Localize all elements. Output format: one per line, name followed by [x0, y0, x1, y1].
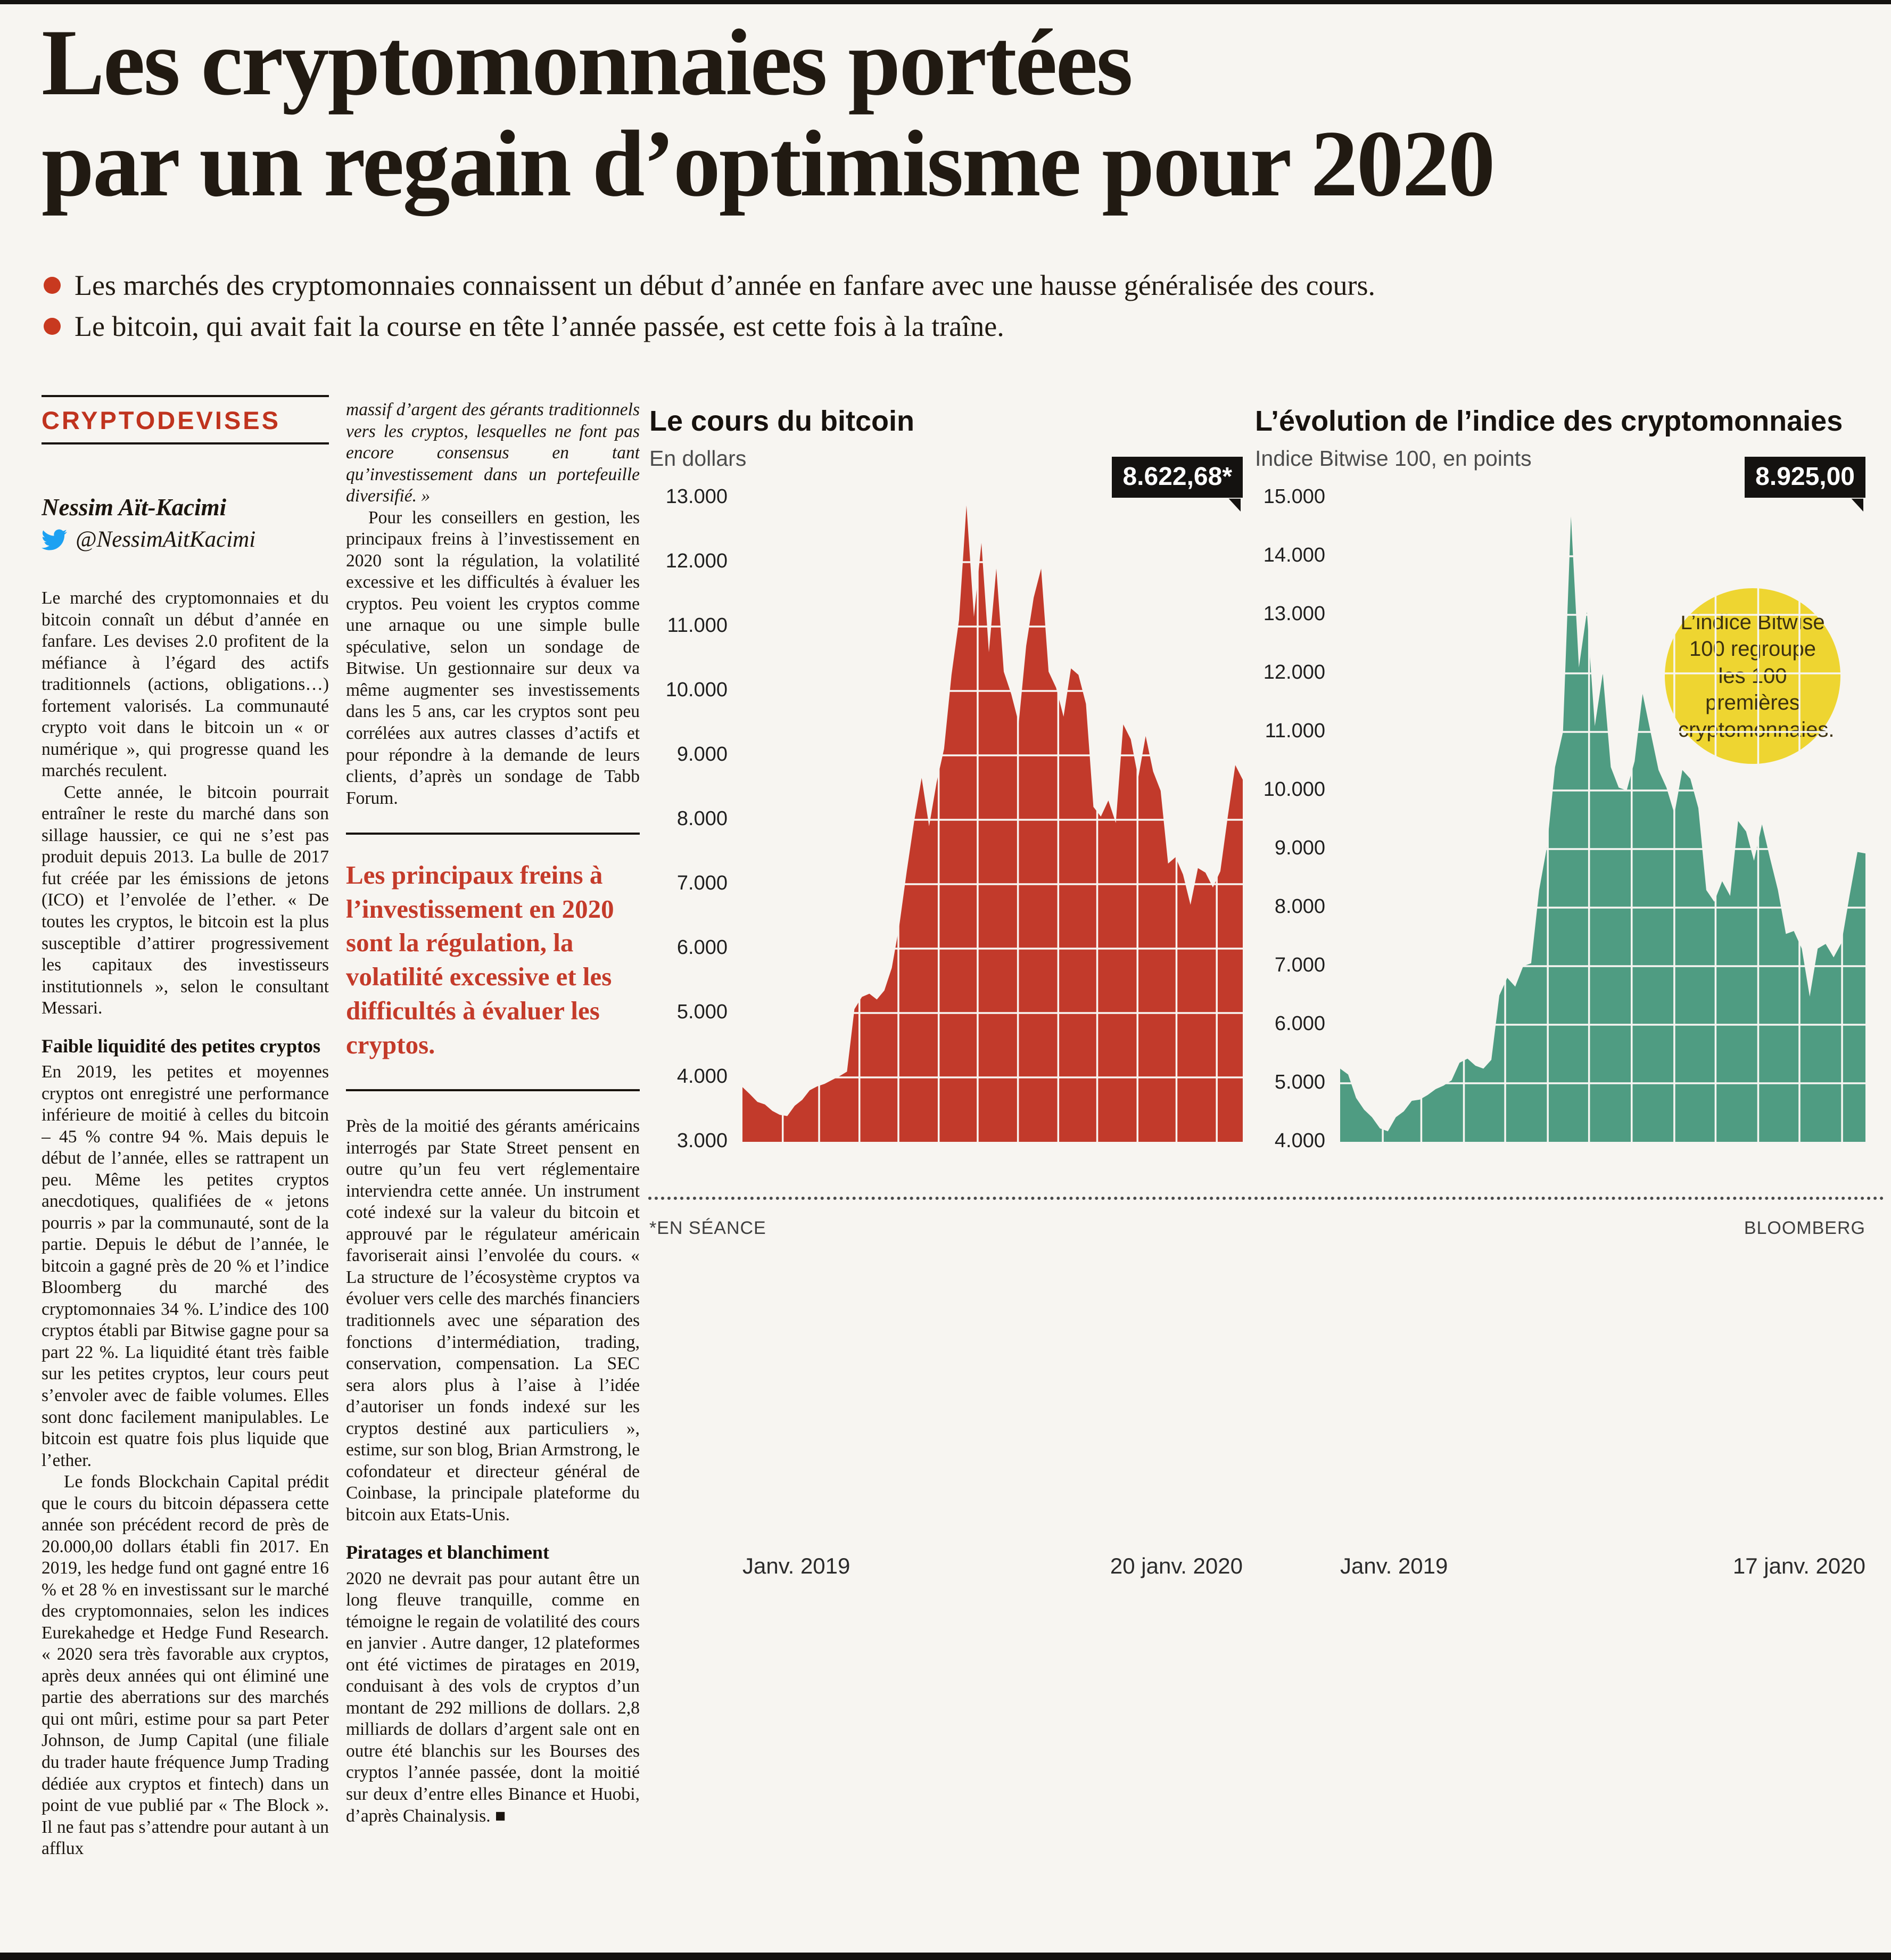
y-tick-label: 4.000 — [676, 1065, 728, 1088]
charts-footer-divider — [648, 1197, 1884, 1200]
x-axis-start-label: Janv. 2019 — [1340, 1553, 1448, 1578]
y-tick-label: 12.000 — [665, 550, 728, 572]
standfirst-bullets — [44, 265, 1869, 347]
bullet-dot-icon — [44, 318, 61, 335]
page-bottom-border — [0, 1953, 1891, 1960]
chart-bitcoin-last-value-badge: 8.622,68* — [1112, 457, 1243, 498]
headline-line-1: Les cryptomonnaies portées — [42, 10, 1132, 115]
bullet-dot-icon — [44, 277, 61, 294]
x-axis-start-label: Janv. 2019 — [742, 1553, 850, 1578]
y-tick-label: 11.000 — [667, 614, 728, 637]
y-tick-label: 7.000 — [1274, 954, 1325, 976]
area-chart-svg — [1340, 498, 1865, 1142]
y-tick-label: 15.000 — [1263, 485, 1325, 508]
column-1-body — [42, 588, 329, 1860]
body-paragraph: Cette année, le bitcoin pourrait entraîner le reste du marché dans son sillage haussier, ce qui ne s’est pas produit depuis 2013. La bulle de 2017 fut créée par les émissions de jetons (ICO) et l’envolée de l’ether. « De toutes les cryptos, le bitcoin est la plus susceptible d’attirer progressivement les capitaux des investisseurs institutionnels », selon le consultant Messari. — [42, 782, 329, 1018]
y-tick-label: 13.000 — [665, 485, 728, 508]
twitter-bird-icon — [42, 527, 67, 553]
y-tick-label: 10.000 — [665, 679, 728, 701]
y-tick-label: 6.000 — [676, 936, 728, 959]
y-tick-label: 14.000 — [1263, 544, 1325, 566]
section-subhead: Piratages et blanchiment — [346, 1542, 549, 1563]
y-tick-label: 13.000 — [1263, 603, 1325, 625]
headline — [42, 12, 1867, 215]
y-tick-label: 4.000 — [1274, 1130, 1325, 1152]
standfirst-bullet-text: Le bitcoin, qui avait fait la course en tête l’année passée, est cette fois à la traîne. — [75, 310, 1004, 342]
chart-bitwise-subtitle: Indice Bitwise 100, en points — [1255, 446, 1532, 471]
standfirst-bullet — [44, 306, 1869, 347]
chart-bitcoin — [649, 405, 1243, 1578]
chart-bitcoin-x-axis — [742, 1553, 1243, 1579]
y-tick-label: 11.000 — [1265, 720, 1325, 742]
headline-line-2: par un regain d’optimisme pour 2020 — [42, 111, 1494, 217]
section-kicker: CRYPTODEVISES — [42, 406, 280, 434]
body-paragraph: Le marché des cryptomonnaies et du bitcoin connaît un début d’année en fanfare. Les devises 2.0 profitent de la méfiance à l’égard des actifs traditionnels (actions, obligations…) fortement valorisés. La communauté crypto voit dans le bitcoin un « or numérique », qui progresse quand les marchés reculent. — [42, 588, 329, 781]
y-tick-label: 9.000 — [1274, 837, 1325, 859]
x-axis-end-label: 20 janv. 2020 — [1110, 1553, 1243, 1578]
byline-author: Nessim Aït-Kacimi — [42, 494, 227, 521]
area-series — [742, 506, 1243, 1142]
chart-bitcoin-subtitle: En dollars — [649, 446, 747, 471]
kicker-rule-top — [42, 395, 329, 397]
y-tick-label: 8.000 — [1274, 895, 1325, 918]
chart-source-bloomberg: BLOOMBERG — [1744, 1218, 1865, 1238]
pull-quote: Les principaux freins à l’investissement en 2020 sont la régulation, la volatilité excessive et les difficultés à évaluer les cryptos. — [346, 833, 640, 1091]
page-top-border — [0, 0, 1891, 4]
chart-bitwise-index — [1255, 405, 1865, 1578]
chart-bitwise-x-axis — [1340, 1553, 1865, 1579]
article-column-2 — [346, 395, 640, 1949]
y-tick-label: 9.000 — [676, 743, 728, 765]
y-tick-label: 7.000 — [676, 872, 728, 894]
column-2-body — [346, 399, 640, 1827]
body-paragraph: massif d’argent des gérants traditionnels vers les cryptos, lesquelles ne font pas encore consensus en tant qu’investissement dans un portefeuille diversifié. » — [346, 400, 640, 506]
area-chart-svg — [742, 498, 1243, 1142]
chart-bitcoin-title: Le cours du bitcoin — [649, 405, 915, 437]
y-tick-label: 12.000 — [1263, 661, 1325, 683]
standfirst-bullet-text: Les marchés des cryptomonnaies connaissent un début d’année en fanfare avec une hausse généralisée des cours. — [75, 269, 1376, 301]
body-paragraph: Pour les conseillers en gestion, les principaux freins à l’investissement en 2020 sont la régulation, la volatilité excessive et les difficultés à évaluer les cryptos. Peu voient les cryptos comme une arnaque ou une simple bulle spéculative, selon un sondage de Bitwise. Un gestionnaire sur deux va même augmenter ses investissements dans les 5 ans, car les cryptos sont peu corrélées aux autres classes d’actifs et pour répondre à la demande de leurs clients, d’après un sondage de Tabb Forum. — [346, 507, 640, 808]
article-column-1 — [42, 395, 329, 1949]
chart-bitwise-last-value-badge: 8.925,00 — [1745, 457, 1865, 498]
chart-bitwise-title: L’évolution de l’indice des cryptomonnaies — [1255, 405, 1843, 437]
kicker-rule-bottom — [42, 442, 329, 444]
standfirst-bullet — [44, 265, 1869, 306]
body-paragraph: 2020 ne devrait pas pour autant être un long fleuve tranquille, comme en témoigne le regain de volatilité des cours en janvier . Autre danger, 12 plateformes ont été victimes de piratages en 2019, conduisant à des vols de cryptos d’un montant de 292 millions de dollars. 2,8 milliards de dollars d’argent sale ont en outre été blanchis sur les Bourses des cryptos l’année passée, dont la moitié sur deux d’entre elles Binance et Huobi, d’après Chainalysis. ■ — [346, 1568, 640, 1826]
chart-footnote-en-seance: *EN SÉANCE — [649, 1218, 766, 1238]
y-tick-label: 5.000 — [676, 1001, 728, 1023]
body-paragraph: En 2019, les petites et moyennes cryptos ont enregistré une performance inférieure de moitié à celles du bitcoin – 45 % contre 94 %. Mais depuis le début de l’année, elles se rattrapent un peu. Même les petites cryptos anecdotiques, qualifiées de « jetons pourris » par la communauté, sont de la partie. Depuis le début de l’année, le bitcoin a gagné près de 20 % et l’indice Bloomberg du marché des cryptomonnaies 34 %. L’indice des 100 cryptos établi par Bitwise gagne pour sa part 22 %. La liquidité étant très faible sur les petites cryptos, leur cours peut s’envoler avec de faible volumes. Elles sont donc facilement manipulables. Le bitcoin est quatre fois plus liquide que l’ether. — [42, 1062, 329, 1470]
y-tick-label: 6.000 — [1274, 1012, 1325, 1035]
body-paragraph: Le fonds Blockchain Capital prédit que le cours du bitcoin dépassera cette année son précédent record de près de 20.000,00 dollars établi fin 2017. En 2019, les hedge fund ont gagné entre 16 % et 28 % en investissant sur le marché des cryptomonnaies, selon les indices Eurekahedge et Hedge Fund Research. « 2020 sera très favorable aux cryptos, après deux années qui ont éliminé une partie des aberrations sur des marchés qui ont mûri, estime pour sa part Peter Johnson, de Jump Capital (une filiale du trader haute fréquence Jump Trading dédiée aux cryptos et fintech) dans un point de vue publié par « The Block ». Il ne faut pas s’attendre pour autant à un afflux — [42, 1472, 329, 1859]
area-series — [1340, 516, 1865, 1142]
twitter-handle[interactable]: @NessimAitKacimi — [76, 527, 256, 552]
x-axis-end-label: 17 janv. 2020 — [1732, 1553, 1865, 1578]
y-tick-label: 5.000 — [1274, 1071, 1325, 1093]
y-tick-label: 10.000 — [1263, 778, 1325, 801]
body-paragraph: Près de la moitié des gérants américains interrogés par State Street pensent en outre qu’un feu vert réglementaire interviendra cette année. Un instrument coté indexé sur la valeur du bitcoin et approuvé par le régulateur américain favoriserait ainsi l’envolée du cours. « La structure de l’écosystème cryptos va évoluer vers celle des marchés financiers traditionnels avec une séparation des fonctions d’intermédiation, trading, conservation, compensation. La SEC sera alors plus à l’aise à l’idée d’autoriser un fonds indexé sur les cryptos destiné aux particuliers », estime, sur son blog, Brian Armstrong, le cofondateur et directeur général de Coinbase, la principale plateforme du bitcoin aux Etats-Unis. — [346, 1116, 640, 1525]
byline-twitter[interactable] — [42, 526, 329, 553]
y-tick-label: 8.000 — [676, 808, 728, 830]
y-tick-label: 3.000 — [676, 1130, 728, 1152]
section-subhead: Faible liquidité des petites cryptos — [42, 1035, 320, 1057]
chart-annotation-text: L’indice Bitwise 100 regroupe les 100 premières cryptomonnaies. — [1678, 611, 1835, 742]
